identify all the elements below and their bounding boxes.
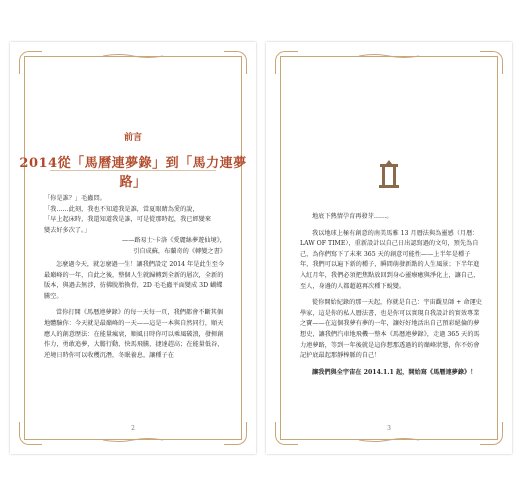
quote-line: 「早上起床時，我還知道我是誰，可是從那時起，我已經變來 [44,216,212,223]
flourish-ornament [103,437,163,443]
flourish-ornament [103,53,163,59]
gate-emblem-icon [378,160,400,190]
quote-attribution: ——路易士·卡洛《愛麗絲夢遊仙境》， [121,237,226,244]
page-title: 2014從「馬曆連夢錄」到「馬力連夢路」 [19,156,247,190]
quote-line: 「你是誰？」毛蟲問。 [44,195,106,202]
corner-ornament [19,51,42,74]
paragraph: 地底下熱情孕育再發芽……。 [312,213,393,220]
quote-attribution: 引自成蘇，布蘭奇的《轉變之書》 [133,247,226,255]
quote-line: 「我……此刻，我也不知道我是誰，當夏眼睛為愛的說， [44,205,199,213]
corner-ornament [480,51,503,74]
body-text [44,260,226,367]
paragraph: 讓我們與全宇宙在 2014.1.1 起，開始寫《馬曆連夢錄》！ [312,368,477,376]
paragraph: 當你打開《馬曆連夢錄》的每一天每一頁，我們都會不斷其個地體驗你：今天就是最巔峰的一天——這是一本與自然同行，順天應人的創意歷法：在能量瘋衰，順風日時你可以乘風破浪，發揮創作力，勇敢追夢，大膽行動、快馬飛騰，捷達趕高；在能量低谷，逆境日時你可以收穫沉潛，冬眠養息，讓種子在 [44,309,224,359]
left-page [10,42,256,454]
flourish-ornament [359,53,419,59]
paragraph: 怎麼過今天，就怎麼過一生！讓我們設定 2014 年是此生至今最巔峰的一年，自此之後，整個人生就歸轉到全新的層次，全新的版本，與過去無涉，彷佛脫胎換骨，2D 毛毛蟲平面變成 3D 蝴蝶騰空。 [44,261,225,300]
preface-label: 前言 [123,133,142,143]
paragraph: 我以地球上極有創意的南美馬雅 13 月曆法與為靈感（月曆：LAW OF TIME），重新設計以自己日出認寫過的文句，預先為自己，為你們寫下了未來 365 天的創意可能性——上半年是種子年，我們可以遍下新的種子，瞬間萌發新點的人生風景；下半年進入紅月年，我們必須把焦點放回到身心靈療癒與淨化上，讓自己，至人，身邊的人都超越再次種下蛻變。 [300,229,480,290]
corner-ornament [275,51,298,74]
body-text [300,212,482,384]
corner-ornament [224,51,247,74]
right-page [266,42,512,454]
page-number: 2 [131,425,135,432]
divider [50,170,216,171]
paragraph: 從你開始紀錄的那一天起，你就是自己：宇宙觀星師 + 命運史學家，這是你的私人曆法書，也是你可以實現自我設計的實效專業之寶——在這個我夢有夢的一年，讓好好地活出自己預彩絕倫的夢想史，讓我們汽車地飛機一整本《馬曆連夢錄》，走過 365 天的馬力連夢路，等到一年後就是這你想那透過的的巔峰狀態，你不妨會記护底最起那靜棒脈的自己！ [300,299,482,360]
epigraph [44,194,226,257]
quote-line: 變去好多次了。」 [44,226,91,234]
page-number: 3 [387,425,391,432]
flourish-ornament [359,437,419,443]
